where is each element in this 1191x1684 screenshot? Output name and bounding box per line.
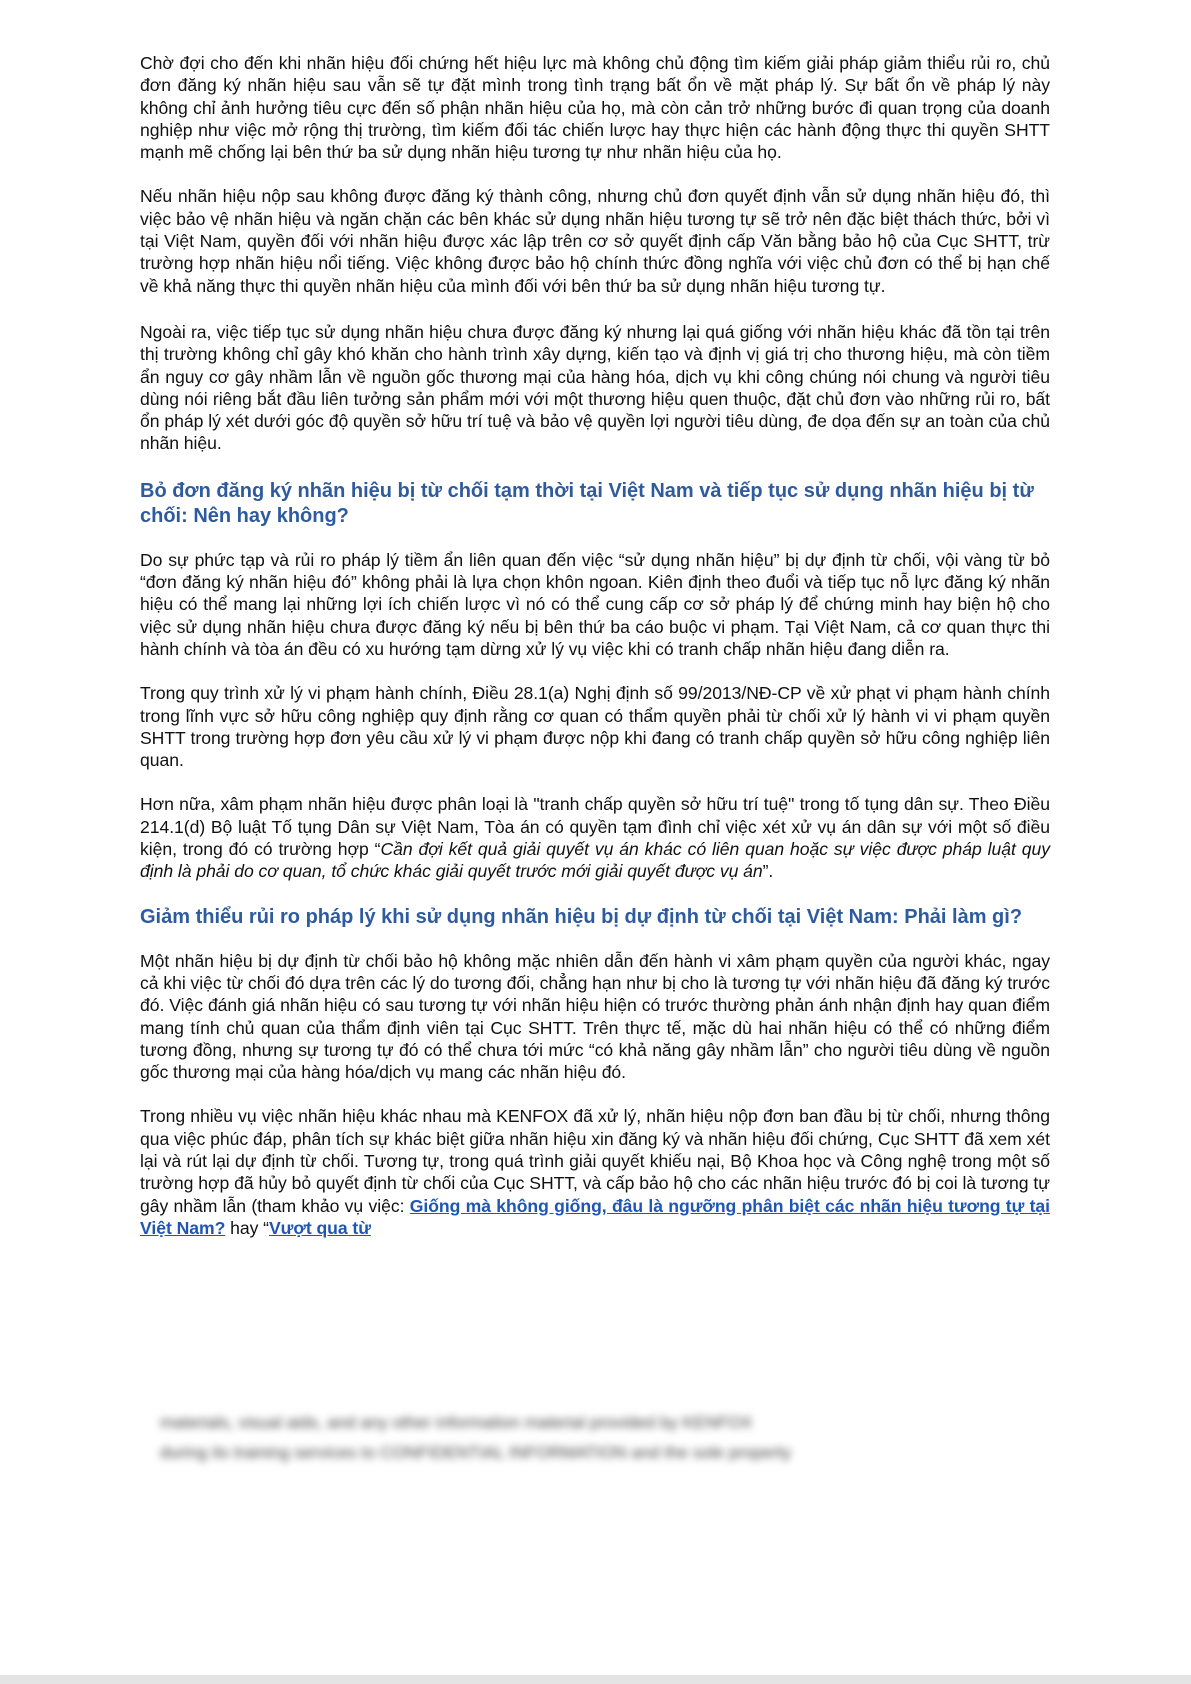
- article-link-similar-marks[interactable]: Giống mà không giống, đâu là ngưỡng phân biệt các nhãn hiệu tương tự tại Việt Nam?: [140, 1195, 1050, 1238]
- paragraph-8-lead: Trong nhiều vụ việc nhãn hiệu khác nhau mà KENFOX đã xử lý, nhãn hiệu nộp đơn ban đầu bị từ chối, nhưng thông qua việc phúc đáp, phân tích sự khác biệt giữa nhãn hiệu xin đăng ký và nhãn hiệu đối chứng, Cục SHTT đã xem xét lại và rút lại dự định từ chối. Tương tự, trong quá trình giải quyết khiếu nại, Bộ Khoa học và Công nghệ trong một số trường hợp đã hủy bỏ quyết định từ chối của Cục SHTT, và cấp bảo hộ cho các nhãn hiệu trước đó bị coi là tương tự gây nhầm lẫn (tham khảo vụ việc:: [140, 1106, 1050, 1216]
- paragraph-6: [140, 793, 1050, 882]
- section-heading-2: Giảm thiểu rủi ro pháp lý khi sử dụng nhãn hiệu bị dự định từ chối tại Việt Nam: Phải làm gì?: [140, 905, 1023, 928]
- blurred-line-1: materials, visual aids, and any other information material provided by KENFOX: [160, 1413, 753, 1432]
- paragraph-6-quote: Cần đợi kết quả giải quyết vụ án khác có liên quan hoặc sự việc được pháp luật quy định là phải do cơ quan, tổ chức khác giải quyết trước mới giải quyết được vụ án: [140, 839, 1050, 882]
- article-link-overcome[interactable]: Vượt qua từ: [268, 1217, 371, 1238]
- document-content: [140, 52, 1050, 1261]
- paragraph-8-mid: hay “: [225, 1217, 269, 1238]
- paragraph-6-lead: Hơn nữa, xâm phạm nhãn hiệu được phân loại là "tranh chấp quyền sở hữu trí tuệ" trong tố tụng dân sự. Theo Điều 214.1(d) Bộ luật Tố tụng Dân sự Việt Nam, Tòa án có quyền tạm đình chỉ việc xét xử vụ án dân sự với một số điều kiện, trong đó có trường hợp “: [140, 794, 1050, 860]
- paragraph-8: [140, 1105, 1050, 1239]
- paragraph-2: Nếu nhãn hiệu nộp sau không được đăng ký thành công, nhưng chủ đơn quyết định vẫn sử dụng nhãn hiệu đó, thì việc bảo vệ nhãn hiệu và ngăn chặn các bên khác sử dụng nhãn hiệu tương tự sẽ trở nên đặc biệt thách thức, bởi vì tại Việt Nam, quyền đối với nhãn hiệu được xác lập trên cơ sở quyết định cấp Văn bằng bảo hộ của Cục SHTT, trừ trường hợp nhãn hiệu nổi tiếng. Việc không được bảo hộ chính thức đồng nghĩa với việc chủ đơn có thể bị hạn chế về khả năng thực thi quyền nhãn hiệu của mình đối với bên thứ ba sử dụng nhãn hiệu tương tự.: [140, 186, 1050, 296]
- paragraph-1: Chờ đợi cho đến khi nhãn hiệu đối chứng hết hiệu lực mà không chủ động tìm kiếm giải pháp giảm thiểu rủi ro, chủ đơn đăng ký nhãn hiệu sau vẫn sẽ tự đặt mình trong tình trạng bất ổn về mặt pháp lý. Sự bất ổn về pháp lý này không chỉ ảnh hưởng tiêu cực đến số phận nhãn hiệu của họ, mà còn cản trở những bước đi quan trọng của doanh nghiệp như việc mở rộng thị trường, tìm kiếm đối tác chiến lược hay thực hiện các hành động thực thi quyền SHTT mạnh mẽ chống lại bên thứ ba sử dụng nhãn hiệu tương tự như nhãn hiệu của họ.: [140, 53, 1050, 163]
- paragraph-3: Ngoài ra, việc tiếp tục sử dụng nhãn hiệu chưa được đăng ký nhưng lại quá giống với nhãn hiệu khác đã tồn tại trên thị trường không chỉ gây khó khăn cho hành trình xây dựng, kiến tạo và định vị giá trị cho thương hiệu, mà còn tiềm ẩn nguy cơ gây nhầm lẫn về nguồn gốc thương mại của hàng hóa, dịch vụ khi công chúng nói chung và người tiêu dùng nói riêng bắt đầu liên tưởng sản phẩm mới với một thương hiệu quen thuộc, đặt chủ đơn vào những rủi ro, bất ổn pháp lý xét dưới góc độ quyền sở hữu trí tuệ và bảo vệ quyền lợi người tiêu dùng, đe dọa đến sự an toàn của chủ nhãn hiệu.: [140, 321, 1050, 454]
- paragraph-7: Một nhãn hiệu bị dự định từ chối bảo hộ không mặc nhiên dẫn đến hành vi xâm phạm quyền của người khác, ngay cả khi việc từ chối đó dựa trên các lý do tương đối, chẳng hạn như bị cho là tương tự với nhãn hiệu đã đăng ký trước đó. Việc đánh giá nhãn hiệu có sau tương tự với nhãn hiệu hiện có trước thường phản ánh nhận định hay quan điểm mang tính chủ quan của thẩm định viên tại Cục SHTT. Trên thực tế, mặc dù hai nhãn hiệu có thể có những điểm tương đồng, nhưng sự tương tự đó có thể chưa tới mức “có khả năng gây nhầm lẫn” cho người tiêu dùng về nguồn gốc thương mại của hàng hóa/dịch vụ mang các nhãn hiệu đó.: [140, 950, 1050, 1083]
- blurred-confidential-notice: [160, 1408, 1020, 1468]
- paragraph-4: Do sự phức tạp và rủi ro pháp lý tiềm ẩn liên quan đến việc “sử dụng nhãn hiệu” bị dự định từ chối, vội vàng từ bỏ “đơn đăng ký nhãn hiệu đó” không phải là lựa chọn khôn ngoan. Kiên định theo đuổi và tiếp tục nỗ lực đăng ký nhãn hiệu có thể mang lại những lợi ích chiến lược vì nó có thể cung cấp cơ sở pháp lý để chứng minh hay biện hộ cho việc sử dụng nhãn hiệu chưa được đăng ký nếu bị bên thứ ba cáo buộc vi phạm. Tại Việt Nam, cả cơ quan thực thi hành chính và tòa án đều có xu hướng tạm dừng xử lý vụ việc khi có tranh chấp nhãn hiệu đang diễn ra.: [140, 549, 1050, 659]
- paragraph-5: Trong quy trình xử lý vi phạm hành chính, Điều 28.1(a) Nghị định số 99/2013/NĐ-CP về xử phạt vi phạm hành chính trong lĩnh vực sở hữu công nghiệp quy định rằng cơ quan có thẩm quyền phải từ chối xử lý hành vi vi phạm quyền SHTT trong trường hợp đơn yêu cầu xử lý vi phạm được nộp khi đang có tranh chấp quyền sở hữu công nghiệp liên quan.: [140, 683, 1050, 771]
- paragraph-6-tail: ”.: [762, 861, 774, 882]
- viewer-background: [0, 1675, 1191, 1684]
- blurred-line-2: during its training services to CONFIDENTIAL INFORMATION and the sole property: [160, 1443, 792, 1462]
- section-heading-1: Bỏ đơn đăng ký nhãn hiệu bị từ chối tạm thời tại Việt Nam và tiếp tục sử dụng nhãn hiệu bị từ chối: Nên hay không?: [140, 479, 1034, 527]
